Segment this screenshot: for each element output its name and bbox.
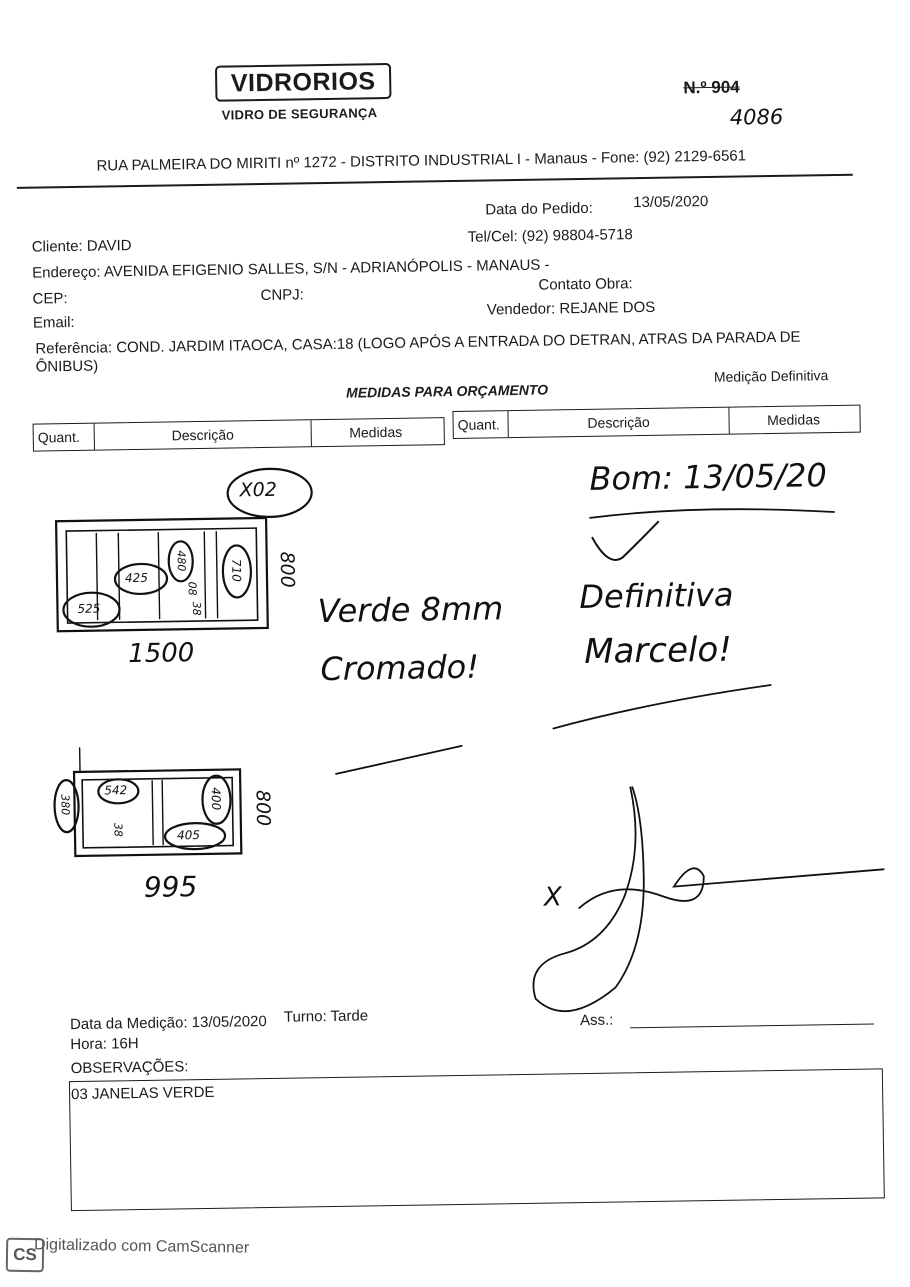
window-sketch-2-frame [74, 769, 241, 856]
observations-label: OBSERVAÇÕES: [71, 1058, 189, 1077]
col-quant: Quant. [34, 424, 94, 451]
note-color: Verde 8mm [317, 589, 503, 630]
drawing-1-dim: 38 [190, 601, 203, 615]
drawing-2-dim: 405 [177, 828, 200, 842]
order-number-handwritten: 4086 [730, 105, 784, 130]
order-date-value: 13/05/2020 [633, 193, 708, 211]
note-finish: Cromado! [320, 648, 479, 688]
measurement-date: Data da Medição: 13/05/2020 [70, 1013, 267, 1033]
measurement-time: Hora: 16H [70, 1035, 139, 1053]
reference-line-2: ÔNIBUS) [36, 358, 99, 376]
drawing-2-height: 800 [251, 790, 274, 827]
note-name: Marcelo! [584, 630, 732, 672]
drawing-1-dim: 425 [125, 571, 148, 585]
company-logo: VIDRORIOS [215, 63, 392, 102]
order-date-label: Data do Pedido: [485, 200, 593, 219]
client-name: Cliente: DAVID [32, 237, 132, 256]
signature-label: Ass.: [580, 1012, 614, 1030]
drawing-1-height: 800 [276, 551, 299, 588]
drawing-1-dim: 08 [186, 582, 199, 596]
order-number-printed: N.º 904 [683, 77, 740, 98]
company-address: RUA PALMEIRA DO MIRITI nº 1272 - DISTRITO INDUSTRIAL I - Manaus - Fone: (92) 2129-6561 [96, 147, 746, 174]
drawing-1-dim: 710 [229, 559, 243, 582]
client-address: Endereço: AVENIDA EFIGENIO SALLES, S/N - ADRIANÓPOLIS - MANAUS - [32, 256, 550, 281]
drawing-2-dim: 380 [58, 794, 71, 815]
observations-text: 03 JANELAS VERDE [71, 1084, 215, 1103]
client-email: Email: [33, 314, 75, 332]
camscanner-logo: CS [6, 1238, 45, 1273]
logo-subtitle: VIDRO DE SEGURANÇA [222, 105, 378, 122]
measurement-shift: Turno: Tarde [284, 1007, 368, 1025]
drawing-2-dim: 38 [111, 823, 124, 837]
drawing-1-dim: 525 [77, 602, 100, 616]
scanner-watermark: Digitalizado com CamScanner [34, 1236, 249, 1257]
col-descricao: Descrição [94, 420, 311, 449]
salesperson: Vendedor: REJANE DOS [487, 299, 656, 319]
signature-x-mark: X [544, 882, 562, 912]
drawing-2-dim: 400 [209, 787, 223, 810]
col-descricao: Descrição [507, 408, 728, 437]
client-cnpj: CNPJ: [260, 286, 304, 304]
drawing-2-dim: 542 [104, 783, 127, 797]
col-medidas: Medidas [311, 418, 440, 446]
section-title: MEDIDAS PARA ORÇAMENTO [346, 382, 548, 401]
drawing-2-width: 995 [144, 870, 198, 904]
drawing-1-dim: 480 [175, 550, 188, 571]
col-medidas: Medidas [728, 406, 857, 434]
client-phone: Tel/Cel: (92) 98804-5718 [468, 226, 633, 246]
drawing-1-width: 1500 [128, 638, 195, 669]
note-definitive: Definitiva [579, 576, 734, 616]
signature-scribble [530, 783, 885, 1011]
site-contact: Contato Obra: [538, 275, 632, 293]
reference-line-1: Referência: COND. JARDIM ITAOCA, CASA:18 (LOGO APÓS A ENTRADA DO DETRAN, ATRAS DA PARADA DE [35, 329, 800, 358]
drawing-1-quantity: X02 [239, 479, 277, 502]
note-approval: Bom: 13/05/20 [589, 456, 827, 498]
col-quant: Quant. [453, 411, 507, 438]
measurement-type: Medição Definitiva [714, 367, 829, 385]
client-cep: CEP: [32, 290, 67, 308]
